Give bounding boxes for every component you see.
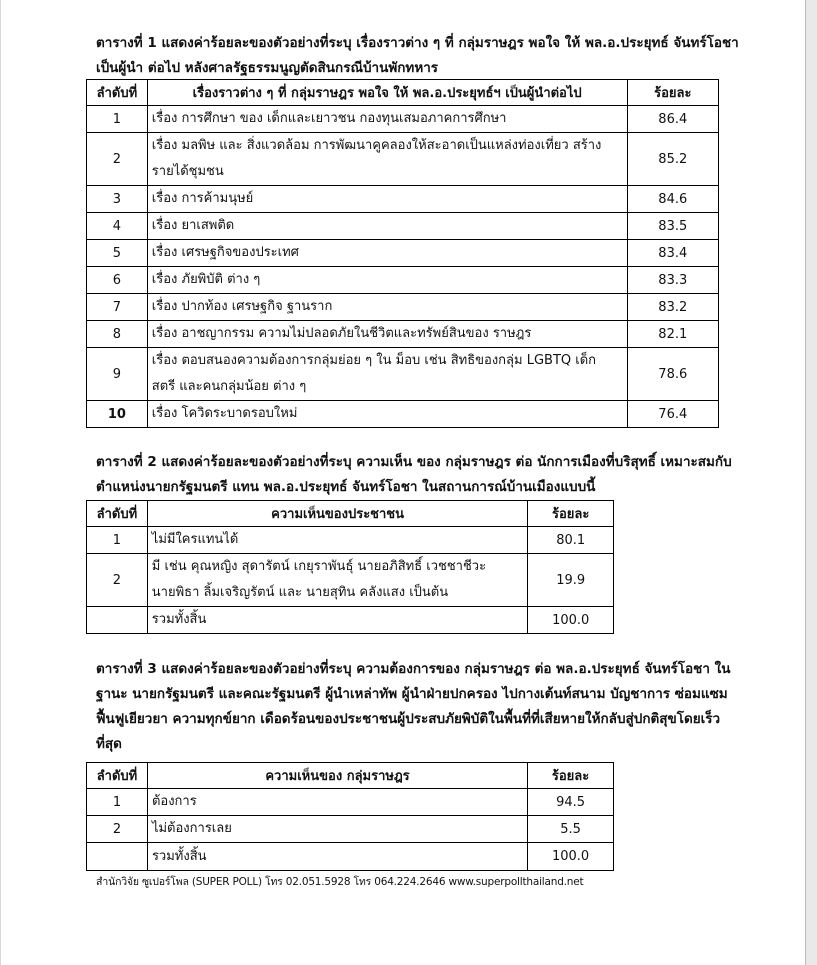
topic-cell	[147, 401, 627, 428]
total-percent-cell: 100.0	[528, 843, 614, 871]
rank-cell: 3	[87, 186, 148, 213]
table-row	[87, 267, 719, 294]
opinion-text: มี เช่น คุณหญิง สุดารัตน์ เกยุราพันธุ์ นายอภิสิทธิ์ เวชชาชีวะ	[151, 559, 487, 574]
table-total-row	[87, 607, 614, 634]
rank-cell: 1	[87, 106, 148, 133]
topic-cell	[147, 348, 627, 401]
topic-text: รายได้ชุมชน	[151, 164, 224, 179]
opinion-text: ไม่ต้องการเลย	[151, 821, 232, 836]
table-total-row	[87, 843, 614, 871]
topic-text: เรื่อง การศึกษา ของ เด็กและเยาวชน กองทุนเสมอภาคการศึกษา	[151, 111, 507, 126]
percent-cell: 86.4	[627, 106, 718, 133]
header-rank: ลำดับที่	[87, 80, 148, 106]
topic-text: เรื่อง ยาเสพติด	[151, 218, 235, 233]
table-row	[87, 789, 614, 816]
header-topic: เรื่องราวต่าง ๆ ที่ กลุ่มราษฎร พอใจ ให้ พล.อ.ประยุทธ์ฯ เป็นผู้นำต่อไป	[147, 80, 627, 106]
table1-caption-line: ตารางที่ 1 แสดงค่าร้อยละของตัวอย่างที่ระบุ เรื่องราวต่าง ๆ ที่ กลุ่มราษฎร พอใจ ให้ พล.อ.ประยุทธ์ จันทร์โอชา	[96, 35, 739, 51]
percent-cell: 83.5	[627, 213, 718, 240]
table1-header-row	[87, 80, 719, 106]
table2	[86, 500, 614, 634]
table-row	[87, 348, 719, 401]
rank-cell: 2	[87, 816, 148, 843]
table-row	[87, 213, 719, 240]
rank-cell: 5	[87, 240, 148, 267]
topic-cell	[147, 240, 627, 267]
table3-caption	[96, 657, 730, 757]
table-row	[87, 240, 719, 267]
page-edge	[0, 0, 1, 965]
topic-cell	[147, 321, 627, 348]
header-opinion: ความเห็นของ กลุ่มราษฎร	[147, 763, 527, 789]
table-row	[87, 186, 719, 213]
rank-cell: 6	[87, 267, 148, 294]
topic-cell	[147, 267, 627, 294]
table-row	[87, 106, 719, 133]
table-row	[87, 133, 719, 186]
topic-text: เรื่อง ปากท้อง เศรษฐกิจ ฐานราก	[151, 299, 333, 314]
percent-cell: 19.9	[528, 554, 614, 607]
topic-text: เรื่อง การค้ามนุษย์	[151, 191, 254, 206]
table3	[86, 762, 614, 871]
table3-caption-line: ตารางที่ 3 แสดงค่าร้อยละของตัวอย่างที่ระบุ ความต้องการของ กลุ่มราษฎร ต่อ พล.อ.ประยุทธ์ จันทร์โอชา ใน	[96, 661, 731, 677]
table-row	[87, 401, 719, 428]
table-row	[87, 554, 614, 607]
total-label: รวมทั้งสิ้น	[151, 848, 207, 864]
topic-cell	[147, 106, 627, 133]
opinion-cell	[147, 816, 527, 843]
topic-text: สตรี และคนกลุ่มน้อย ต่าง ๆ	[151, 379, 307, 394]
topic-text: เรื่อง เศรษฐกิจของประเทศ	[151, 245, 299, 260]
header-opinion: ความเห็นของประชาชน	[147, 501, 528, 527]
rank-cell: 10	[87, 401, 148, 428]
rank-cell: 4	[87, 213, 148, 240]
total-percent-cell: 100.0	[528, 607, 614, 634]
table-row	[87, 816, 614, 843]
table3-header-row	[87, 763, 614, 789]
header-percent: ร้อยละ	[627, 80, 718, 106]
rank-cell: 2	[87, 133, 148, 186]
opinion-cell	[147, 554, 528, 607]
percent-cell: 83.4	[627, 240, 718, 267]
percent-cell: 5.5	[528, 816, 614, 843]
rank-cell: 2	[87, 554, 148, 607]
topic-text: เรื่อง อาชญากรรม ความไม่ปลอดภัยในชีวิตและทรัพย์สินของ ราษฎร	[151, 326, 532, 341]
percent-cell: 82.1	[627, 321, 718, 348]
opinion-text: ไม่มีใครแทนได้	[151, 532, 239, 547]
header-percent: ร้อยละ	[528, 763, 614, 789]
percent-cell: 85.2	[627, 133, 718, 186]
table1-caption-line: เป็นผู้นำ ต่อไป หลังศาลรัฐธรรมนูญตัดสินกรณีบ้านพักทหาร	[96, 60, 439, 76]
percent-cell: 84.6	[627, 186, 718, 213]
table3-caption-line: ฟื้นฟูเยียวยา ความทุกข์ยาก เดือดร้อนของประชาชนผู้ประสบภัยพิบัติในพื้นที่ที่เสียหายให้กลับสู่ปกติสุขโดยเร็ว	[96, 711, 721, 727]
total-label-cell	[147, 843, 527, 871]
opinion-text: ต้องการ	[151, 794, 197, 809]
percent-cell: 76.4	[627, 401, 718, 428]
topic-text: เรื่อง ภัยพิบัติ ต่าง ๆ	[151, 272, 261, 287]
total-label-cell	[147, 607, 528, 634]
topic-text: เรื่อง ตอบสนองความต้องการกลุ่มย่อย ๆ ใน ม็อบ เช่น สิทธิของกลุ่ม LGBTQ เด็ก	[151, 353, 597, 368]
header-rank: ลำดับที่	[87, 763, 148, 789]
table3-caption-line: ฐานะ นายกรัฐมนตรี และคณะรัฐมนตรี ผู้นำเหล่าทัพ ผู้นำฝ่ายปกครอง ไปกางเต้นท์สนาม บัญชาการ ซ่อมแซม	[96, 686, 728, 702]
rank-cell: 1	[87, 789, 148, 816]
total-label: รวมทั้งสิ้น	[151, 612, 207, 627]
percent-cell: 83.3	[627, 267, 718, 294]
topic-text: เรื่อง โควิดระบาดรอบใหม่	[151, 406, 298, 421]
rank-cell: 7	[87, 294, 148, 321]
table1-caption	[96, 31, 739, 81]
opinion-cell	[147, 527, 528, 554]
topic-cell	[147, 186, 627, 213]
table2-caption	[96, 450, 732, 500]
percent-cell: 78.6	[627, 348, 718, 401]
table-row	[87, 321, 719, 348]
topic-text: เรื่อง มลพิษ และ สิ่งแวดล้อม การพัฒนาคูคลองให้สะอาดเป็นแหล่งท่องเที่ยว สร้าง	[151, 138, 602, 153]
opinion-cell	[147, 789, 527, 816]
header-percent: ร้อยละ	[528, 501, 614, 527]
empty-cell	[87, 607, 148, 634]
table-row	[87, 294, 719, 321]
table2-caption-line: ตารางที่ 2 แสดงค่าร้อยละของตัวอย่างที่ระบุ ความเห็น ของ กลุ่มราษฎร ต่อ นักการเมืองที่บริสุทธิ์ เหมาะสมกับ	[96, 454, 732, 470]
percent-cell: 80.1	[528, 527, 614, 554]
table-row	[87, 527, 614, 554]
topic-cell	[147, 213, 627, 240]
percent-cell: 94.5	[528, 789, 614, 816]
rank-cell: 8	[87, 321, 148, 348]
table1	[86, 79, 719, 428]
table2-header-row	[87, 501, 614, 527]
rank-cell: 9	[87, 348, 148, 401]
opinion-text: นายพิธา ลิ้มเจริญรัตน์ และ นายสุทิน คลังแสง เป็นต้น	[151, 585, 449, 600]
empty-cell	[87, 843, 148, 871]
topic-cell	[147, 294, 627, 321]
table3-caption-line: ที่สุด	[96, 736, 122, 752]
header-rank: ลำดับที่	[87, 501, 148, 527]
footer-contact: สำนักวิจัย ซูเปอร์โพล (SUPER POLL) โทร 02.051.5928 โทร 064.224.2646 www.superpollthailand.net	[96, 876, 584, 888]
rank-cell: 1	[87, 527, 148, 554]
topic-cell	[147, 133, 627, 186]
percent-cell: 83.2	[627, 294, 718, 321]
table2-caption-line: ตำแหน่งนายกรัฐมนตรี แทน พล.อ.ประยุทธ์ จันทร์โอชา ในสถานการณ์บ้านเมืองแบบนี้	[96, 479, 596, 495]
